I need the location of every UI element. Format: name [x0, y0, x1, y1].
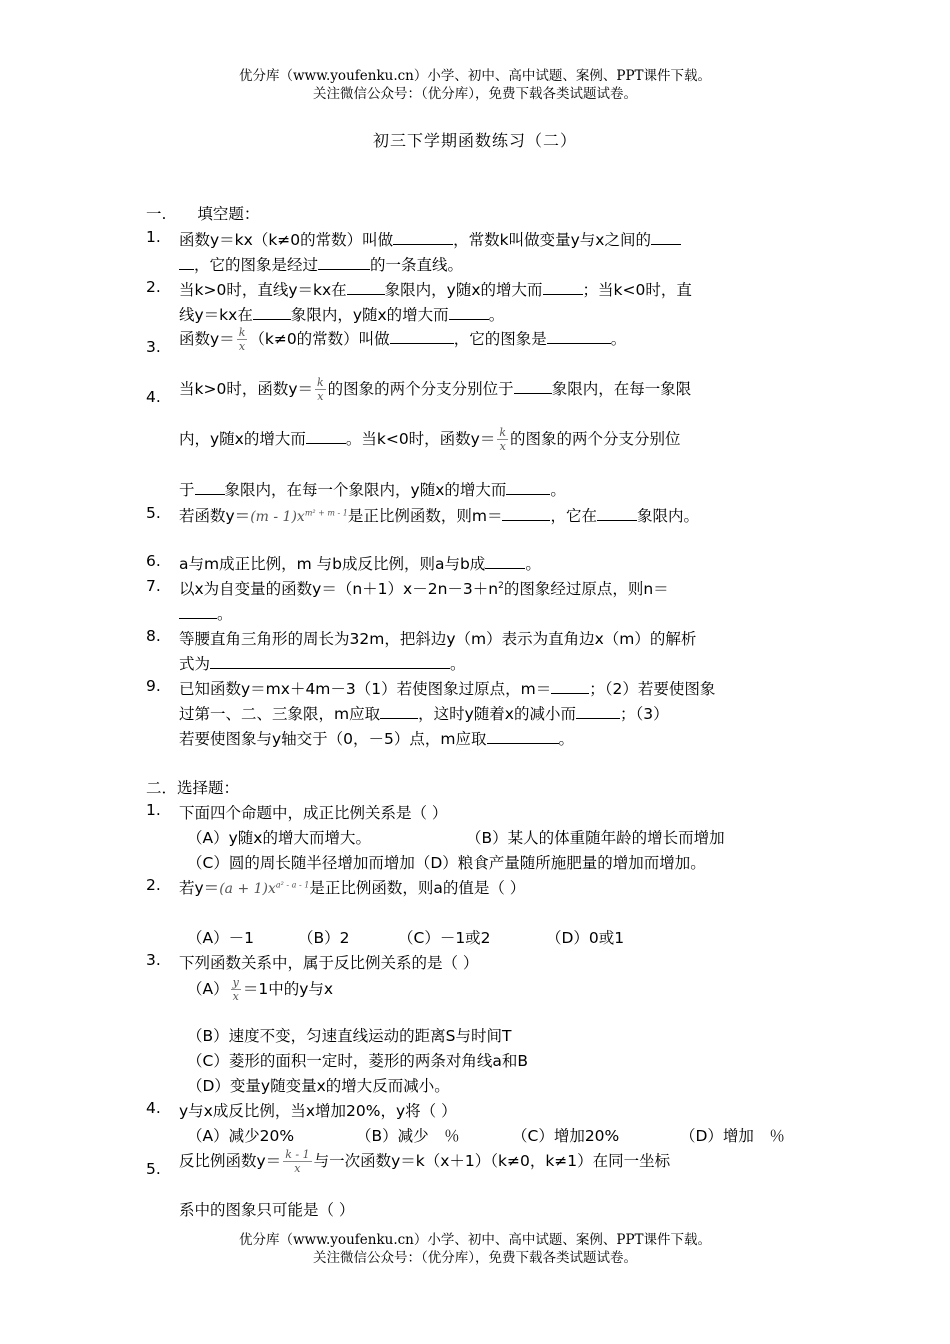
q8-number: 8.: [146, 627, 161, 645]
footer-line-2: 关注微信公众号：（优分库），免费下载各类试题试卷。: [313, 1250, 637, 1266]
q4-number: 4.: [146, 388, 161, 406]
s2-q3-option-d: （D）变量y随变量x的增大反而减小。: [187, 1077, 450, 1095]
s2-q2-option-b: （B）2: [298, 929, 350, 947]
s2-q2-option-c: （C）－1或2: [398, 929, 491, 947]
q9-line-1: 已知函数y＝mx＋4m－3（1）若使图象过原点，m＝ ；（2）若要使图象: [179, 680, 716, 698]
s2-q4-option-b: （B）减少 ％: [356, 1127, 460, 1145]
s2-q3-option-b: （B）速度不变，匀速直线运动的距离S与时间T: [187, 1027, 512, 1045]
s2-q5-line-1: 反比例函数y＝ $\frac{k - 1}{x}$ 与一次函数y＝k（x＋1）（k≠0，k≠1）在同一坐标: [179, 1148, 671, 1175]
s2-q2-expression: $(a + 1)x^{a^2 - a - 1}$: [219, 880, 310, 897]
s2-q2-option-d: （D）0或1: [546, 929, 625, 947]
s2-q3-number: 3.: [146, 951, 161, 969]
q6-line: a与m成正比例，m 与b成反比例，则a与b成 。: [179, 555, 541, 573]
q2-line-1: 当k>0时，直线y＝kx在 象限内，y随x的增大而 ；当k<0时，直: [179, 281, 692, 299]
section-2-heading: 二．选择题：: [146, 779, 240, 797]
q4-line-1: 当k>0时，函数y＝ $\frac{k}{x}$ 的图象的两个分支分别位于 象限内，在每一象限: [179, 376, 692, 403]
section-1-heading: 一. 填空题：: [146, 205, 260, 223]
q7-line-1: 以x为自变量的函数$y=(n+1)x-2n-3+n^2$的图象经过原点，则n＝: [179, 580, 669, 598]
s2-q1-option-b: （B）某人的体重随年龄的增长而增加: [466, 829, 725, 847]
s2-q1-option-cd: （C）圆的周长随半径增加而增加（D）粮食产量随所施肥量的增加而增加。: [187, 854, 706, 872]
q5-number: 5.: [146, 504, 161, 522]
q3-fraction: $\frac{k}{x}$: [238, 326, 246, 353]
s2-q2-option-a: （A）－1: [187, 929, 254, 947]
q8-line-1: 等腰直角三角形的周长为32m，把斜边y（m）表示为直角边x（m）的解析: [179, 630, 697, 648]
q3-line: 函数y＝ $\frac{k}{x}$ （k≠0的常数）叫做 ，它的图象是 。: [179, 326, 627, 353]
s2-q4-option-a: （A）减少20%: [187, 1127, 295, 1145]
s2-q2-stem: 若$y=(a + 1)x^{a^2 - a - 1}$是正比例函数，则a的值是（ ）: [179, 879, 526, 897]
q7-line-2: 。: [179, 602, 233, 624]
header-line-1: 优分库（www.youfenku.cn）小学、初中、高中试题、案例、PPT课件下载。: [238, 68, 712, 84]
s2-q5-number: 5.: [146, 1160, 161, 1178]
s2-q4-option-d: （D）增加 ％: [680, 1127, 785, 1145]
q1-line-2: ，它的图象是经过 的一条直线。: [179, 253, 463, 275]
q9-line-3: 若要使图象与y轴交于（0，－5）点，m应取 。: [179, 730, 575, 748]
s2-q3-stem: 下列函数关系中，属于反比例关系的是（ ）: [179, 954, 479, 972]
q4-fraction-1: $\frac{k}{x}$: [317, 376, 324, 403]
q3-number: 3.: [146, 338, 161, 356]
s2-q5-line-2: 系中的图象只可能是（ ）: [179, 1201, 355, 1219]
q2-line-2: 线y＝kx在 象限内，y随x的增大而 。: [179, 306, 505, 324]
page-title: 初三下学期函数练习（二）: [372, 131, 577, 150]
q1-number: 1.: [146, 228, 161, 246]
header-line-2: 关注微信公众号：（优分库），免费下载各类试题试卷。: [313, 86, 637, 102]
q6-number: 6.: [146, 552, 161, 570]
s2-q5-fraction: $\frac{k - 1}{x}$: [285, 1148, 310, 1175]
q4-line-2: 内，y随x的增大而 。当k<0时，函数y＝ $\frac{k}{x}$ 的图象的两个分支分别位: [179, 426, 681, 453]
q8-line-2: 式为 。: [179, 655, 466, 673]
s2-q1-stem: 下面四个命题中，成正比例关系是（ ）: [179, 804, 448, 822]
q4-line-3: 于 象限内，在每一个象限内，y随x的增大而 。: [179, 481, 566, 499]
footer-line-1: 优分库（www.youfenku.cn）小学、初中、高中试题、案例、PPT课件下载。: [238, 1232, 712, 1248]
s2-q1-option-a: （A）y随x的增大而增大。: [187, 829, 371, 847]
q1-line-1: 函数y＝kx（k≠0的常数）叫做 ，常数k叫做变量y与x之间的: [179, 228, 681, 250]
q4-fraction-2: $\frac{k}{x}$: [499, 426, 507, 453]
q5-expression: $(m - 1)x^{m^2 + m - 1}$: [250, 508, 348, 525]
s2-q4-option-c: （C）增加20%: [512, 1127, 620, 1145]
s2-q3-option-c: （C）菱形的面积一定时，菱形的两条对角线a和B: [187, 1052, 528, 1070]
q9-line-2: 过第一、二、三象限，m应取 ，这时y随着x的减小而 ；（3）: [179, 705, 669, 723]
s2-q1-number: 1.: [146, 801, 161, 819]
q2-number: 2.: [146, 278, 161, 296]
s2-q3-fraction: $\frac{y}{x}$: [232, 976, 239, 1003]
q5-line: 若函数$y=(m - 1)x^{m^2 + m - 1}$是正比例函数，则m＝ ，它在 象限内。: [179, 507, 700, 525]
s2-q4-number: 4.: [146, 1099, 161, 1117]
q9-number: 9.: [146, 677, 161, 695]
s2-q2-number: 2.: [146, 876, 161, 894]
q7-number: 7.: [146, 577, 161, 595]
s2-q3-option-a: （A） $\frac{y}{x}$ ＝1中的y与x: [187, 976, 334, 1003]
s2-q4-stem: y与x成反比例，当x增加20%，y将（ ）: [179, 1102, 457, 1120]
